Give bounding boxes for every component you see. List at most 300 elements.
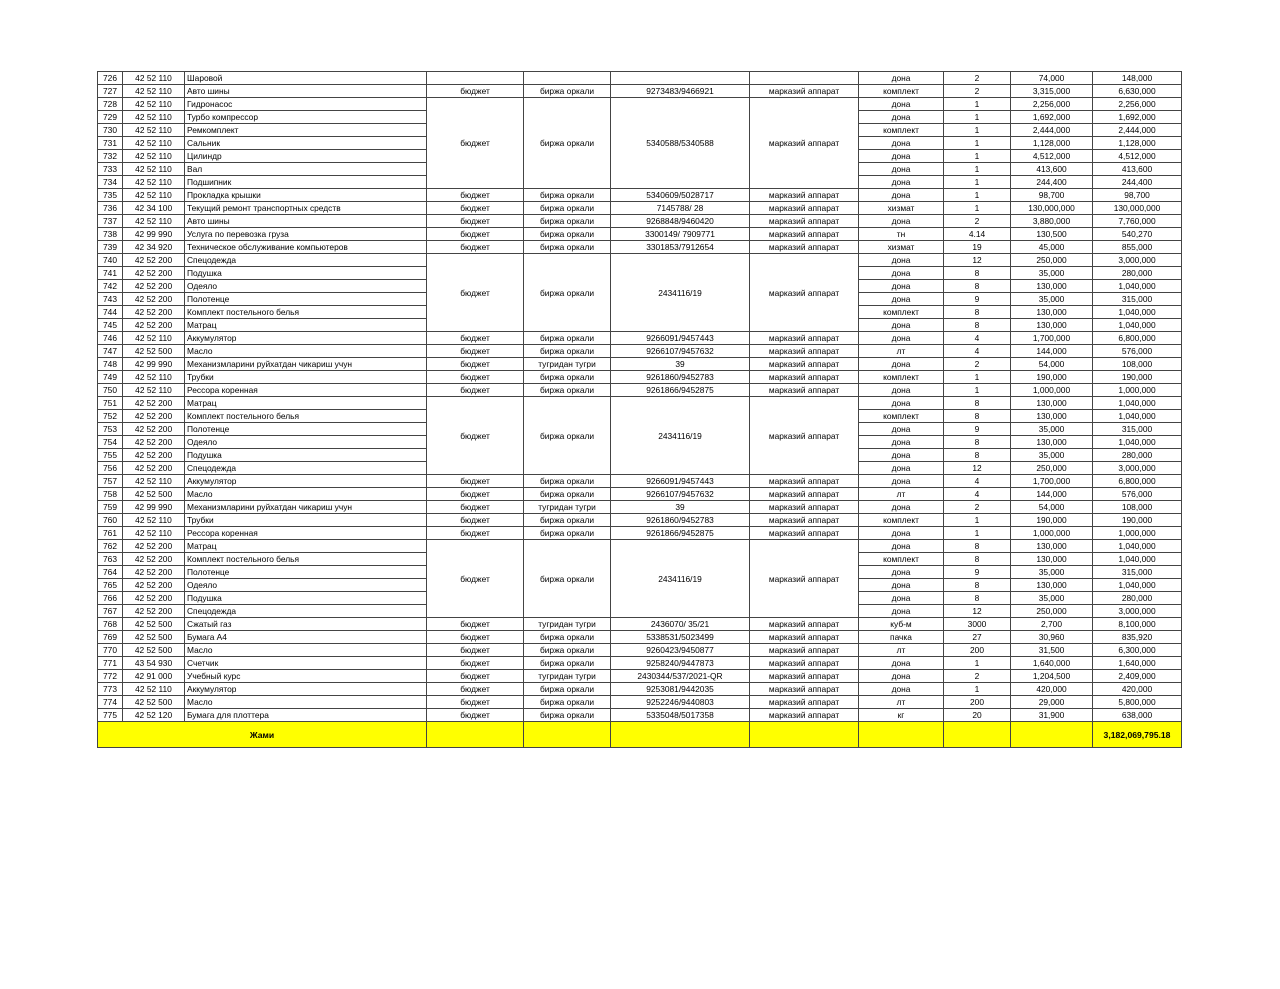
code-cell: 42 52 110 (123, 111, 185, 124)
unit-cell: дона (859, 254, 944, 267)
quantity-cell: 8 (944, 436, 1011, 449)
table-row (98, 540, 1182, 553)
price-cell: 144,000 (1011, 345, 1093, 358)
amount-cell: 3,000,000 (1093, 605, 1182, 618)
unit-cell: дона (859, 176, 944, 189)
contract-number-cell: 5335048/5017358 (611, 709, 750, 722)
amount-cell: 1,040,000 (1093, 540, 1182, 553)
quantity-cell: 12 (944, 605, 1011, 618)
code-cell: 42 52 500 (123, 488, 185, 501)
code-cell: 42 52 200 (123, 410, 185, 423)
unit-cell: комплект (859, 306, 944, 319)
price-cell: 130,500 (1011, 228, 1093, 241)
purchase-method-cell: биржа оркали (524, 488, 611, 501)
item-name-cell: Вал (185, 163, 427, 176)
unit-cell: дона (859, 501, 944, 514)
purchase-method-cell: биржа оркали (524, 98, 611, 189)
funding-source-cell: бюджет (427, 683, 524, 696)
amount-cell: 244,400 (1093, 176, 1182, 189)
quantity-cell: 200 (944, 644, 1011, 657)
amount-cell: 2,409,000 (1093, 670, 1182, 683)
unit-cell: дона (859, 267, 944, 280)
row-number: 774 (98, 696, 123, 709)
code-cell: 42 52 200 (123, 579, 185, 592)
code-cell: 42 52 110 (123, 189, 185, 202)
contract-number-cell: 3300149/ 7909771 (611, 228, 750, 241)
row-number: 745 (98, 319, 123, 332)
price-cell: 3,315,000 (1011, 85, 1093, 98)
amount-cell: 7,760,000 (1093, 215, 1182, 228)
price-cell: 250,000 (1011, 254, 1093, 267)
funding-source-cell: бюджет (427, 202, 524, 215)
unit-cell: пачка (859, 631, 944, 644)
price-cell: 244,400 (1011, 176, 1093, 189)
code-cell: 42 99 990 (123, 358, 185, 371)
contract-number-cell: 9266091/9457443 (611, 332, 750, 345)
code-cell: 42 34 920 (123, 241, 185, 254)
funding-source-cell (427, 72, 524, 85)
quantity-cell: 2 (944, 501, 1011, 514)
purchase-method-cell: биржа оркали (524, 241, 611, 254)
price-cell: 98,700 (1011, 189, 1093, 202)
funding-source-cell: бюджет (427, 670, 524, 683)
table-row (98, 228, 1182, 241)
row-number: 772 (98, 670, 123, 683)
price-cell: 54,000 (1011, 358, 1093, 371)
table-row (98, 696, 1182, 709)
department-cell: марказий аппарат (750, 371, 859, 384)
amount-cell: 280,000 (1093, 592, 1182, 605)
item-name-cell: Техническое обслуживание компьютеров (185, 241, 427, 254)
row-number: 747 (98, 345, 123, 358)
amount-cell: 148,000 (1093, 72, 1182, 85)
item-name-cell: Одеяло (185, 579, 427, 592)
quantity-cell: 8 (944, 280, 1011, 293)
purchase-method-cell: биржа оркали (524, 85, 611, 98)
price-cell: 2,700 (1011, 618, 1093, 631)
total-value: 3,182,069,795.18 (1093, 722, 1182, 748)
amount-cell: 130,000,000 (1093, 202, 1182, 215)
amount-cell: 855,000 (1093, 241, 1182, 254)
unit-cell: дона (859, 462, 944, 475)
price-cell: 29,000 (1011, 696, 1093, 709)
row-number: 754 (98, 436, 123, 449)
row-number: 773 (98, 683, 123, 696)
code-cell: 42 91 000 (123, 670, 185, 683)
funding-source-cell: бюджет (427, 618, 524, 631)
purchase-method-cell: биржа оркали (524, 215, 611, 228)
department-cell: марказий аппарат (750, 345, 859, 358)
code-cell: 42 52 110 (123, 72, 185, 85)
price-cell: 190,000 (1011, 371, 1093, 384)
amount-cell: 1,000,000 (1093, 527, 1182, 540)
code-cell: 42 52 110 (123, 124, 185, 137)
row-number: 761 (98, 527, 123, 540)
quantity-cell: 9 (944, 293, 1011, 306)
price-cell: 190,000 (1011, 514, 1093, 527)
item-name-cell: Одеяло (185, 436, 427, 449)
code-cell: 42 52 110 (123, 150, 185, 163)
item-name-cell: Трубки (185, 514, 427, 527)
quantity-cell: 2 (944, 85, 1011, 98)
amount-cell: 2,444,000 (1093, 124, 1182, 137)
unit-cell: лт (859, 488, 944, 501)
code-cell: 42 52 110 (123, 85, 185, 98)
price-cell: 31,900 (1011, 709, 1093, 722)
unit-cell: дона (859, 98, 944, 111)
amount-cell: 1,040,000 (1093, 579, 1182, 592)
unit-cell: дона (859, 111, 944, 124)
amount-cell: 6,300,000 (1093, 644, 1182, 657)
code-cell: 42 99 990 (123, 228, 185, 241)
amount-cell: 315,000 (1093, 566, 1182, 579)
funding-source-cell: бюджет (427, 501, 524, 514)
department-cell: марказий аппарат (750, 241, 859, 254)
contract-number-cell: 9261866/9452875 (611, 384, 750, 397)
code-cell: 42 52 110 (123, 371, 185, 384)
price-cell: 144,000 (1011, 488, 1093, 501)
amount-cell: 315,000 (1093, 423, 1182, 436)
purchase-method-cell: биржа оркали (524, 657, 611, 670)
price-cell: 4,512,000 (1011, 150, 1093, 163)
quantity-cell: 27 (944, 631, 1011, 644)
quantity-cell: 20 (944, 709, 1011, 722)
total-empty-cell (859, 722, 944, 748)
row-number: 730 (98, 124, 123, 137)
purchase-method-cell: тугридан тугри (524, 618, 611, 631)
row-number: 751 (98, 397, 123, 410)
purchase-method-cell: биржа оркали (524, 527, 611, 540)
amount-cell: 420,000 (1093, 683, 1182, 696)
funding-source-cell: бюджет (427, 358, 524, 371)
funding-source-cell: бюджет (427, 254, 524, 332)
amount-cell: 280,000 (1093, 267, 1182, 280)
contract-number-cell: 39 (611, 358, 750, 371)
amount-cell: 6,630,000 (1093, 85, 1182, 98)
department-cell: марказий аппарат (750, 683, 859, 696)
price-cell: 31,500 (1011, 644, 1093, 657)
row-number: 759 (98, 501, 123, 514)
price-cell: 1,700,000 (1011, 475, 1093, 488)
item-name-cell: Механизмларини руйхатдан чикариш учун (185, 358, 427, 371)
funding-source-cell: бюджет (427, 709, 524, 722)
code-cell: 42 52 110 (123, 176, 185, 189)
row-number: 757 (98, 475, 123, 488)
code-cell: 42 52 500 (123, 345, 185, 358)
item-name-cell: Масло (185, 644, 427, 657)
quantity-cell: 1 (944, 527, 1011, 540)
row-number: 756 (98, 462, 123, 475)
unit-cell: дона (859, 163, 944, 176)
row-number: 762 (98, 540, 123, 553)
contract-number-cell: 9260423/9450877 (611, 644, 750, 657)
quantity-cell: 8 (944, 579, 1011, 592)
code-cell: 42 52 200 (123, 280, 185, 293)
unit-cell: дона (859, 657, 944, 670)
department-cell: марказий аппарат (750, 254, 859, 332)
funding-source-cell: бюджет (427, 488, 524, 501)
table-row (98, 371, 1182, 384)
funding-source-cell: бюджет (427, 657, 524, 670)
total-empty-cell (944, 722, 1011, 748)
price-cell: 130,000 (1011, 306, 1093, 319)
table-row (98, 618, 1182, 631)
total-row (98, 722, 1182, 748)
purchase-method-cell: тугридан тугри (524, 670, 611, 683)
row-number: 746 (98, 332, 123, 345)
row-number: 775 (98, 709, 123, 722)
amount-cell: 413,600 (1093, 163, 1182, 176)
item-name-cell: Аккумулятор (185, 332, 427, 345)
item-name-cell: Матрац (185, 397, 427, 410)
table-row (98, 85, 1182, 98)
amount-cell: 1,040,000 (1093, 280, 1182, 293)
quantity-cell: 8 (944, 540, 1011, 553)
item-name-cell: Бумага для плоттера (185, 709, 427, 722)
quantity-cell: 4 (944, 488, 1011, 501)
quantity-cell: 2 (944, 358, 1011, 371)
table-row (98, 397, 1182, 410)
purchase-method-cell: биржа оркали (524, 696, 611, 709)
funding-source-cell: бюджет (427, 371, 524, 384)
code-cell: 42 52 200 (123, 293, 185, 306)
table-row (98, 384, 1182, 397)
unit-cell: кг (859, 709, 944, 722)
unit-cell: дона (859, 592, 944, 605)
table-row (98, 644, 1182, 657)
item-name-cell: Аккумулятор (185, 683, 427, 696)
quantity-cell: 1 (944, 163, 1011, 176)
item-name-cell: Масло (185, 488, 427, 501)
purchase-method-cell: биржа оркали (524, 475, 611, 488)
spreadsheet-table (97, 71, 1182, 748)
price-cell: 130,000 (1011, 410, 1093, 423)
department-cell: марказий аппарат (750, 98, 859, 189)
department-cell: марказий аппарат (750, 358, 859, 371)
code-cell: 42 52 200 (123, 462, 185, 475)
row-number: 727 (98, 85, 123, 98)
quantity-cell: 2 (944, 215, 1011, 228)
department-cell: марказий аппарат (750, 527, 859, 540)
unit-cell: дона (859, 540, 944, 553)
row-number: 731 (98, 137, 123, 150)
item-name-cell: Подушка (185, 449, 427, 462)
unit-cell: дона (859, 579, 944, 592)
quantity-cell: 2 (944, 670, 1011, 683)
department-cell: марказий аппарат (750, 215, 859, 228)
department-cell: марказий аппарат (750, 696, 859, 709)
department-cell: марказий аппарат (750, 228, 859, 241)
contract-number-cell: 9268848/9460420 (611, 215, 750, 228)
total-label: Жами (98, 722, 427, 748)
quantity-cell: 1 (944, 514, 1011, 527)
item-name-cell: Трубки (185, 371, 427, 384)
purchase-method-cell: биржа оркали (524, 371, 611, 384)
quantity-cell: 1 (944, 657, 1011, 670)
unit-cell: дона (859, 670, 944, 683)
quantity-cell: 4 (944, 332, 1011, 345)
contract-number-cell: 9261860/9452783 (611, 371, 750, 384)
total-empty-cell (611, 722, 750, 748)
price-cell: 35,000 (1011, 449, 1093, 462)
funding-source-cell: бюджет (427, 384, 524, 397)
funding-source-cell: бюджет (427, 228, 524, 241)
contract-number-cell: 39 (611, 501, 750, 514)
item-name-cell: Рессора коренная (185, 527, 427, 540)
department-cell: марказий аппарат (750, 397, 859, 475)
quantity-cell: 8 (944, 410, 1011, 423)
amount-cell: 1,000,000 (1093, 384, 1182, 397)
row-number: 763 (98, 553, 123, 566)
unit-cell: дона (859, 449, 944, 462)
code-cell: 42 52 200 (123, 566, 185, 579)
contract-number-cell: 9266107/9457632 (611, 488, 750, 501)
code-cell: 42 52 200 (123, 449, 185, 462)
quantity-cell: 8 (944, 449, 1011, 462)
unit-cell: хизмат (859, 202, 944, 215)
contract-number-cell: 5340588/5340588 (611, 98, 750, 189)
quantity-cell: 8 (944, 553, 1011, 566)
amount-cell: 638,000 (1093, 709, 1182, 722)
price-cell: 2,444,000 (1011, 124, 1093, 137)
funding-source-cell: бюджет (427, 189, 524, 202)
purchase-method-cell: биржа оркали (524, 397, 611, 475)
total-empty-cell (427, 722, 524, 748)
unit-cell: тн (859, 228, 944, 241)
funding-source-cell: бюджет (427, 332, 524, 345)
item-name-cell: Авто шины (185, 215, 427, 228)
table-row (98, 254, 1182, 267)
total-empty-cell (524, 722, 611, 748)
item-name-cell: Подшипник (185, 176, 427, 189)
price-cell: 130,000 (1011, 397, 1093, 410)
table-row (98, 98, 1182, 111)
row-number: 749 (98, 371, 123, 384)
price-cell: 1,204,500 (1011, 670, 1093, 683)
department-cell: марказий аппарат (750, 501, 859, 514)
item-name-cell: Прокладка крышки (185, 189, 427, 202)
department-cell: марказий аппарат (750, 202, 859, 215)
department-cell: марказий аппарат (750, 189, 859, 202)
table-row (98, 345, 1182, 358)
table-row (98, 189, 1182, 202)
code-cell: 42 52 110 (123, 137, 185, 150)
unit-cell: дона (859, 436, 944, 449)
table-row (98, 631, 1182, 644)
table-row (98, 475, 1182, 488)
code-cell: 42 52 200 (123, 540, 185, 553)
code-cell: 43 54 930 (123, 657, 185, 670)
quantity-cell: 12 (944, 254, 1011, 267)
department-cell: марказий аппарат (750, 475, 859, 488)
item-name-cell: Бумага А4 (185, 631, 427, 644)
price-cell: 130,000 (1011, 579, 1093, 592)
contract-number-cell: 2434116/19 (611, 254, 750, 332)
price-cell: 130,000 (1011, 436, 1093, 449)
price-cell: 413,600 (1011, 163, 1093, 176)
amount-cell: 4,512,000 (1093, 150, 1182, 163)
amount-cell: 1,040,000 (1093, 436, 1182, 449)
amount-cell: 315,000 (1093, 293, 1182, 306)
contract-number-cell: 9261860/9452783 (611, 514, 750, 527)
purchase-method-cell: биржа оркали (524, 644, 611, 657)
amount-cell: 6,800,000 (1093, 332, 1182, 345)
amount-cell: 1,640,000 (1093, 657, 1182, 670)
quantity-cell: 1 (944, 189, 1011, 202)
row-number: 733 (98, 163, 123, 176)
unit-cell: комплект (859, 514, 944, 527)
purchase-method-cell: тугридан тугри (524, 501, 611, 514)
contract-number-cell: 5338531/5023499 (611, 631, 750, 644)
item-name-cell: Полотенце (185, 293, 427, 306)
funding-source-cell: бюджет (427, 85, 524, 98)
quantity-cell: 2 (944, 72, 1011, 85)
quantity-cell: 200 (944, 696, 1011, 709)
row-number: 760 (98, 514, 123, 527)
unit-cell: дона (859, 423, 944, 436)
quantity-cell: 1 (944, 176, 1011, 189)
price-cell: 250,000 (1011, 462, 1093, 475)
code-cell: 42 99 990 (123, 501, 185, 514)
amount-cell: 98,700 (1093, 189, 1182, 202)
department-cell: марказий аппарат (750, 631, 859, 644)
price-cell: 2,256,000 (1011, 98, 1093, 111)
row-number: 768 (98, 618, 123, 631)
quantity-cell: 1 (944, 202, 1011, 215)
amount-cell: 576,000 (1093, 345, 1182, 358)
item-name-cell: Матрац (185, 540, 427, 553)
code-cell: 42 52 200 (123, 605, 185, 618)
price-cell: 130,000 (1011, 280, 1093, 293)
quantity-cell: 8 (944, 397, 1011, 410)
price-cell: 54,000 (1011, 501, 1093, 514)
code-cell: 42 52 200 (123, 423, 185, 436)
quantity-cell: 1 (944, 111, 1011, 124)
price-cell: 130,000 (1011, 319, 1093, 332)
department-cell: марказий аппарат (750, 709, 859, 722)
quantity-cell: 4 (944, 345, 1011, 358)
quantity-cell: 3000 (944, 618, 1011, 631)
contract-number-cell: 9266107/9457632 (611, 345, 750, 358)
contract-number-cell: 2434116/19 (611, 397, 750, 475)
contract-number-cell: 2434116/19 (611, 540, 750, 618)
contract-number-cell: 9258240/9447873 (611, 657, 750, 670)
amount-cell: 108,000 (1093, 501, 1182, 514)
row-number: 728 (98, 98, 123, 111)
unit-cell: дона (859, 319, 944, 332)
department-cell: марказий аппарат (750, 85, 859, 98)
quantity-cell: 12 (944, 462, 1011, 475)
purchase-method-cell: биржа оркали (524, 332, 611, 345)
code-cell: 42 52 500 (123, 618, 185, 631)
unit-cell: дона (859, 475, 944, 488)
unit-cell: комплект (859, 371, 944, 384)
quantity-cell: 4 (944, 475, 1011, 488)
item-name-cell: Авто шины (185, 85, 427, 98)
table-row (98, 202, 1182, 215)
purchase-method-cell (524, 72, 611, 85)
code-cell: 42 52 110 (123, 527, 185, 540)
unit-cell: хизмат (859, 241, 944, 254)
code-cell: 42 52 200 (123, 267, 185, 280)
price-cell: 35,000 (1011, 423, 1093, 436)
total-empty-cell (1011, 722, 1093, 748)
row-number: 737 (98, 215, 123, 228)
contract-number-cell: 9266091/9457443 (611, 475, 750, 488)
contract-number-cell: 2436070/ 35/21 (611, 618, 750, 631)
department-cell: марказий аппарат (750, 514, 859, 527)
department-cell: марказий аппарат (750, 540, 859, 618)
